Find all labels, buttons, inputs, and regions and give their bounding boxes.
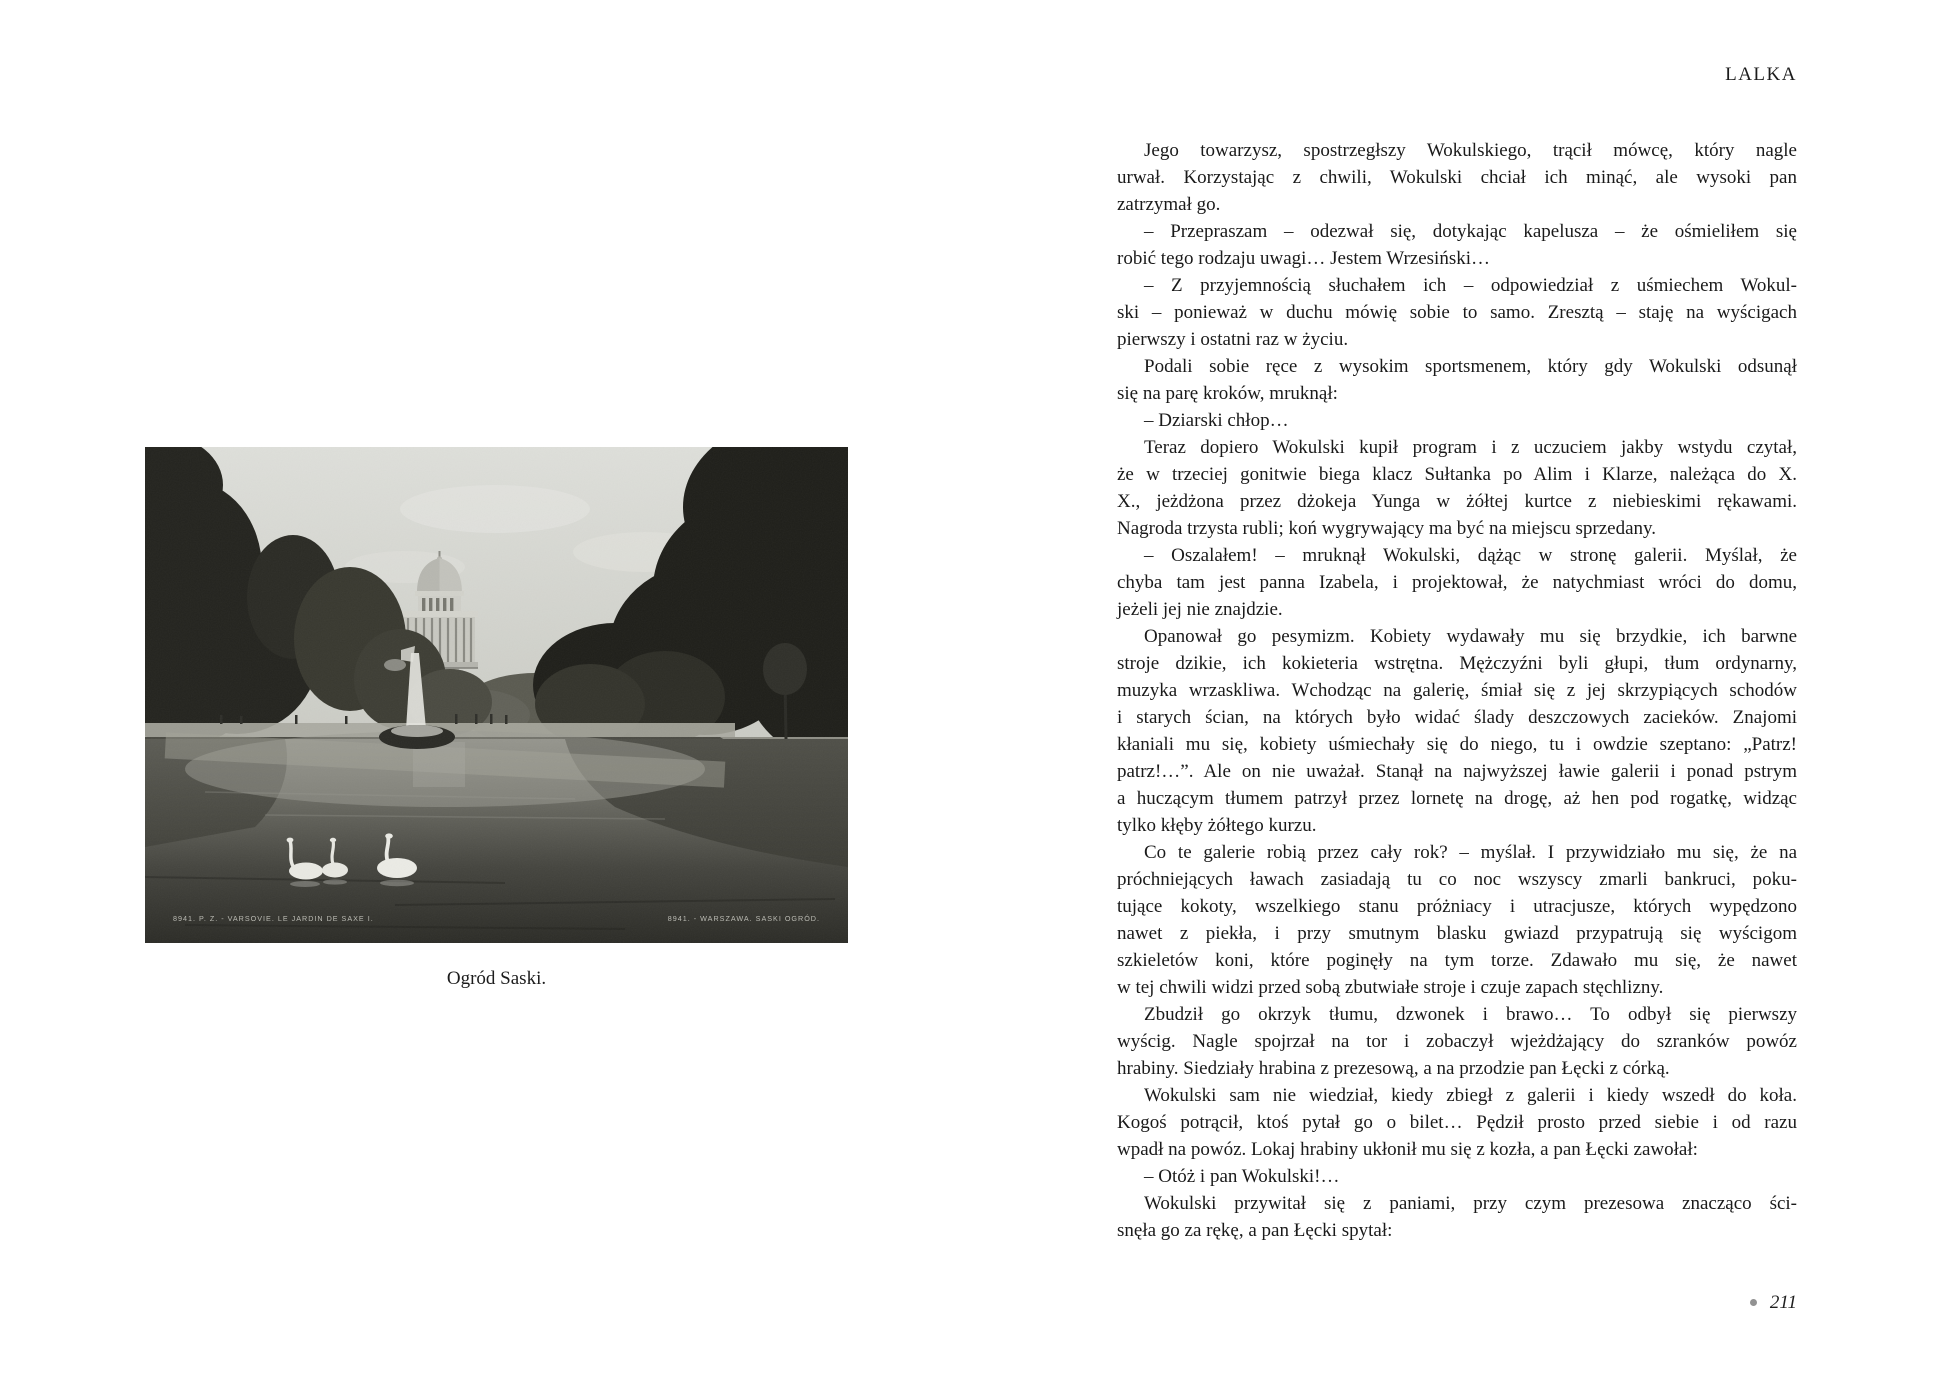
page-number: [1117, 1292, 1797, 1314]
body-line: Opanował go pesymizm. Kobiety wydawały mu się brzydkie, ich barwne: [1144, 626, 1797, 647]
body-line: się na parę kroków, mruknął:: [1117, 383, 1338, 404]
body-line: – Dziarski chłop…: [1144, 410, 1289, 431]
body-line: Zbudził go okrzyk tłumu, dzwonek i brawo… To odbył się pierwszy: [1144, 1004, 1797, 1025]
body-line: w tej chwili widzi przed sobą zbutwiałe stroje i czuje zapach stęchlizny.: [1117, 977, 1664, 998]
body-line: wpadł na powóz. Lokaj hrabiny ukłonił mu się z kozła, a pan Łęcki zawołał:: [1117, 1139, 1698, 1160]
body-line: a huczącym tłumem patrzył przez lornetę na drogę, aż hen pod rogatkę, widząc: [1117, 788, 1797, 809]
body-line: szkieletów koni, które poginęły na tym torze. Zdawało mu się, że nawet: [1117, 950, 1797, 971]
body-line: próchniejących ławach zasiadają tu co noc wszyscy zmarli bankruci, poku-: [1117, 869, 1797, 890]
body-line: Kogoś potrącił, ktoś pytał go o bilet… Pędził prosto przed siebie i od razu: [1117, 1112, 1797, 1133]
folio-number: 211: [1769, 1292, 1797, 1313]
body-line: zatrzymał go.: [1117, 194, 1221, 215]
saxon-garden-photo: [145, 447, 848, 943]
body-line: Podali sobie ręce z wysokim sportsmenem, który gdy Wokulski odsunął: [1144, 356, 1797, 377]
body-line: Nagroda trzysta rubli; koń wygrywający ma być na miejscu sprzedany.: [1117, 518, 1657, 539]
body-line: urwał. Korzystając z chwili, Wokulski chciał ich minąć, ale wysoki pan: [1117, 167, 1797, 188]
body-line: – Oszalałem! – mruknął Wokulski, dążąc w stronę galerii. Myślał, że: [1144, 545, 1797, 566]
photo-grain: [145, 447, 848, 943]
body-line: hrabiny. Siedziały hrabina z prezesową, a na przodzie pan Łęcki z córką.: [1117, 1058, 1670, 1079]
body-line: tylko kłęby żółtego kurzu.: [1117, 815, 1317, 836]
body-line: chyba tam jest panna Izabela, i projektował, że natychmiast wróci do domu,: [1117, 572, 1797, 593]
body-line: robić tego rodzaju uwagi… Jestem Wrzesiński…: [1117, 248, 1490, 269]
body-line: snęła go za rękę, a pan Łęcki spytał:: [1117, 1220, 1393, 1241]
body-line: ski – ponieważ w duchu mówię sobie to samo. Zresztą – staję na wyścigach: [1117, 302, 1797, 323]
body-line: X., jeżdżona przez dżokeja Yunga w żółtej kurtce z niebieskimi rękawami.: [1117, 491, 1797, 512]
photo-plate-caption-right: 8941. - WARSZAWA. SASKI OGRÓD.: [667, 914, 820, 923]
body-line: muzyka wrzaskliwa. Wchodząc na galerię, śmiał się z jej skrzypiących schodów: [1117, 680, 1797, 701]
photo-plate-caption-left: 8941. P. Z. - VARSOVIE. LE JARDIN DE SAXE I.: [173, 914, 374, 923]
body-line: – Przepraszam – odezwał się, dotykając kapelusza – że ośmieliłem się: [1144, 221, 1797, 242]
folio-dot: [1750, 1299, 1757, 1306]
body-line: nawet z piekła, i przy smutnym blasku gwiazd przypatrują się wyścigom: [1117, 923, 1797, 944]
photo-figure: [145, 447, 848, 943]
running-head: LALKA: [1725, 64, 1797, 85]
photo-caption: Ogród Saski.: [446, 968, 547, 989]
body-line: pierwszy i ostatni raz w życiu.: [1117, 329, 1349, 350]
body-line: Wokulski sam nie wiedział, kiedy zbiegł z galerii i kiedy wszedł do koła.: [1144, 1085, 1797, 1106]
body-line: patrz!…”. Ale on nie uważał. Stanął na najwyższej ławie galerii i ponad pstrym: [1117, 761, 1797, 782]
body-line: Wokulski przywitał się z paniami, przy czym prezesowa znacząco ści-: [1144, 1193, 1797, 1214]
body-line: kłaniali mu się, kobiety uśmiechały się do niego, tu i owdzie szeptano: „Patrz!: [1117, 734, 1797, 755]
body-line: jeżeli jej nie znajdzie.: [1117, 599, 1283, 620]
body-line: Teraz dopiero Wokulski kupił program i z uczuciem jakby wstydu czytał,: [1144, 437, 1797, 458]
body-text-column: [1117, 137, 1797, 1244]
body-line: – Otóż i pan Wokulski!…: [1144, 1166, 1340, 1187]
body-line: – Z przyjemnością słuchałem ich – odpowiedział z uśmiechem Wokul-: [1144, 275, 1797, 296]
body-line: i starych ścian, na których było widać ślady deszczowych zacieków. Znajomi: [1117, 707, 1797, 728]
body-line: Jego towarzysz, spostrzegłszy Wokulskiego, trącił mówcę, który nagle: [1144, 140, 1797, 161]
body-line: wyścig. Nagle spojrzał na tor i zobaczył wjeżdżający do szranków powóz: [1117, 1031, 1797, 1052]
body-line: że w trzeciej gonitwie biega klacz Sułtanka po Alim i Klarze, należąca do X.: [1117, 464, 1797, 485]
body-line: stroje dzikie, ich kokieteria wstrętna. Mężczyźni byli głupi, tłum ordynarny,: [1117, 653, 1797, 674]
body-line: Co te galerie robią przez cały rok? – myślał. I przywidziało mu się, że na: [1144, 842, 1797, 863]
body-line: tujące kokoty, wszelkiego stanu próżniacy i utracjusze, których wypędzono: [1117, 896, 1797, 917]
